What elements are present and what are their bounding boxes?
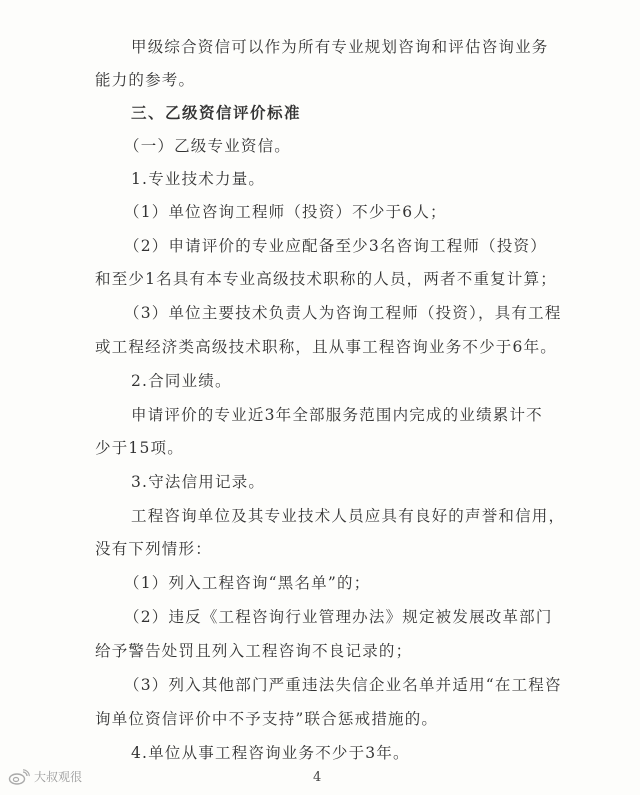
text-line: （1）列入工程咨询“黑名单”的； [124, 574, 371, 592]
text-line: 能力的参考。 [95, 71, 196, 89]
text-line: 申请评价的专业近3年全部服务范围内完成的业绩累计不 [131, 406, 543, 424]
text-line: 和至少1名具有本专业高级技术职称的人员，两者不重复计算； [95, 270, 557, 288]
text-line: （2）违反《工程咨询行业管理办法》规定被发展改革部门 [124, 608, 553, 626]
item-heading: 3.守法信用记录。 [131, 473, 266, 491]
text-line: 询单位资信评价中不予支持”联合惩戒措施的。 [95, 710, 439, 728]
text-line: （3）列入其他部门严重违法失信企业名单并适用“在工程咨 [124, 676, 562, 694]
text-line: （3）单位主要技术负责人为咨询工程师（投资），具有工程 [124, 304, 562, 322]
watermark [8, 768, 82, 785]
weibo-logo-icon [8, 769, 30, 785]
watermark-text: 大叔观很 [34, 770, 83, 784]
text-line: 甲级综合资信可以作为所有专业规划咨询和评估咨询业务 [131, 38, 549, 56]
text-line: （2）申请评价的专业应配备至少3名咨询工程师（投资） [124, 237, 547, 255]
text-line: （1）单位咨询工程师（投资）不少于6人； [124, 203, 447, 221]
text-line: 少于15项。 [95, 439, 184, 457]
item-heading: 4.单位从事工程咨询业务不少于3年。 [131, 744, 410, 762]
text-line: 没有下列情形： [95, 540, 212, 558]
text-line: 工程咨询单位及其专业技术人员应具有良好的声誉和信用， [131, 507, 566, 525]
section-heading: 三、乙级资信评价标准 [131, 103, 302, 122]
item-heading: 1.专业技术力量。 [131, 170, 266, 188]
page-number: 4 [313, 770, 322, 785]
subsection-heading: （一）乙级专业资信。 [124, 137, 292, 155]
text-line: 给予警告处罚且列入工程咨询不良记录的； [95, 642, 413, 660]
item-heading: 2.合同业绩。 [131, 372, 232, 390]
text-line: 或工程经济类高级技术职称，且从事工程咨询业务不少于6年。 [95, 338, 557, 356]
